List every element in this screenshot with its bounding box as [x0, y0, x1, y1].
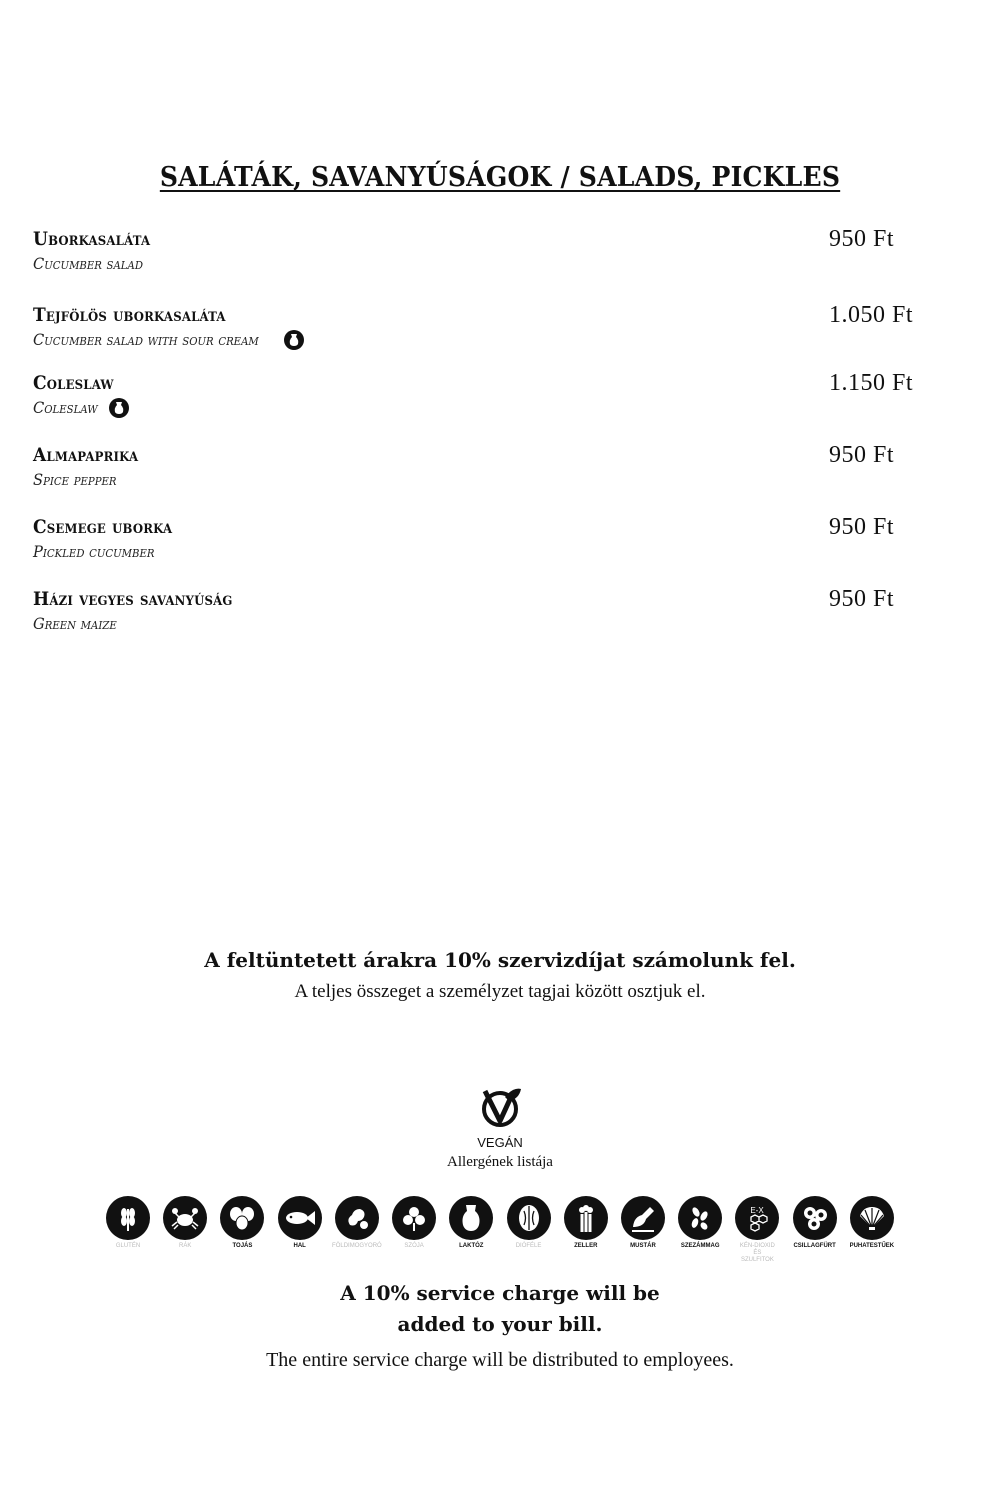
vegan-legend — [0, 1085, 1000, 1171]
item-english-name: Cucumber salad with sour cream — [33, 329, 963, 351]
page-title: SALÁTÁK, SAVANYÚSÁGOK / SALADS, PICKLES — [159, 162, 841, 193]
mustard-icon — [628, 1203, 658, 1233]
allergen-list-label: Allergének listája — [447, 1154, 553, 1170]
lupin-icon — [800, 1203, 830, 1233]
allergen-lupin: CSILLAGFÜRT — [787, 1196, 843, 1264]
allergen-shellfish: PUHATESTŰEK — [844, 1196, 900, 1264]
shellfish-icon — [857, 1204, 887, 1232]
allergen-gluten: GLUTÉN — [100, 1196, 156, 1264]
menu-item — [33, 441, 963, 513]
soy-icon — [399, 1203, 429, 1233]
menu-item — [33, 297, 963, 369]
item-price: 1.150 Ft — [829, 370, 914, 396]
item-english-name: Cucumber salad — [33, 254, 143, 273]
menu-item — [33, 513, 963, 585]
service-charge-notice-hu — [0, 945, 1000, 1009]
fish-icon — [284, 1208, 316, 1228]
item-price: 1.050 Ft — [829, 302, 914, 328]
menu-item — [33, 585, 963, 657]
svg-text:E-X: E-X — [750, 1206, 765, 1215]
item-name: Házi vegyes savanyúság — [33, 588, 233, 610]
service-charge-notice-en — [0, 1278, 1000, 1380]
item-english-name: Green maize — [33, 614, 117, 633]
distribution-line: A teljes összeget a személyzet tagjai között osztjuk el. — [294, 981, 706, 1002]
vegan-label: VEGÁN — [477, 1135, 523, 1150]
service-charge-line-2: added to your bill. — [397, 1312, 603, 1336]
allergen-crab: RÁK — [157, 1196, 213, 1264]
menu-items — [33, 225, 963, 657]
milk-icon — [460, 1203, 482, 1233]
egg-icon — [227, 1205, 257, 1231]
item-english-name: Pickled cucumber — [33, 542, 155, 561]
crab-icon — [170, 1206, 200, 1230]
item-price: 950 Ft — [829, 226, 895, 252]
allergen-fish: HAL — [272, 1196, 328, 1264]
allergen-lactose: LAKTÓZ — [443, 1196, 499, 1264]
allergen-sulphite: E-X KÉN-DIOXID ÉS SZULFITOK — [729, 1196, 785, 1264]
allergen-sesame: SZEZÁMMAG — [672, 1196, 728, 1264]
item-name: Uborkasaláta — [33, 228, 151, 250]
gluten-icon — [115, 1203, 141, 1233]
item-name: Coleslaw — [33, 372, 114, 394]
allergen-egg: TOJÁS — [214, 1196, 270, 1264]
distribution-line: The entire service charge will be distributed to employees. — [266, 1349, 734, 1371]
service-charge-line-1: A 10% service charge will be — [340, 1281, 660, 1305]
item-name: Tejfölös uborkasaláta — [33, 304, 226, 326]
sesame-icon — [686, 1204, 714, 1232]
nut-icon — [516, 1203, 542, 1233]
menu-item — [33, 225, 963, 297]
allergen-mustard: MUSTÁR — [615, 1196, 671, 1264]
menu-item — [33, 369, 963, 441]
sulphite-icon — [742, 1203, 772, 1233]
vegan-icon — [477, 1085, 523, 1129]
allergen-nut: DIÓFÉLE — [501, 1196, 557, 1264]
item-price: 950 Ft — [829, 442, 895, 468]
lactose-icon — [109, 398, 129, 418]
lactose-icon — [284, 330, 304, 350]
item-english-name: Spice pepper — [33, 470, 117, 489]
service-charge-line: A feltüntetett árakra 10% szervizdíjat számolunk fel. — [204, 948, 796, 972]
allergen-celery: ZELLER — [558, 1196, 614, 1264]
item-price: 950 Ft — [829, 586, 895, 612]
allergen-peanut: FÖLDIMOGYORÓ — [329, 1196, 385, 1264]
item-english-name: Coleslaw — [33, 397, 963, 419]
item-name: Csemege uborka — [33, 516, 173, 538]
celery-icon — [574, 1202, 598, 1234]
peanut-icon — [342, 1203, 372, 1233]
item-price: 950 Ft — [829, 514, 895, 540]
allergen-icons — [100, 1196, 900, 1264]
item-name: Almapaprika — [33, 444, 139, 466]
allergen-soy: SZÓJA — [386, 1196, 442, 1264]
